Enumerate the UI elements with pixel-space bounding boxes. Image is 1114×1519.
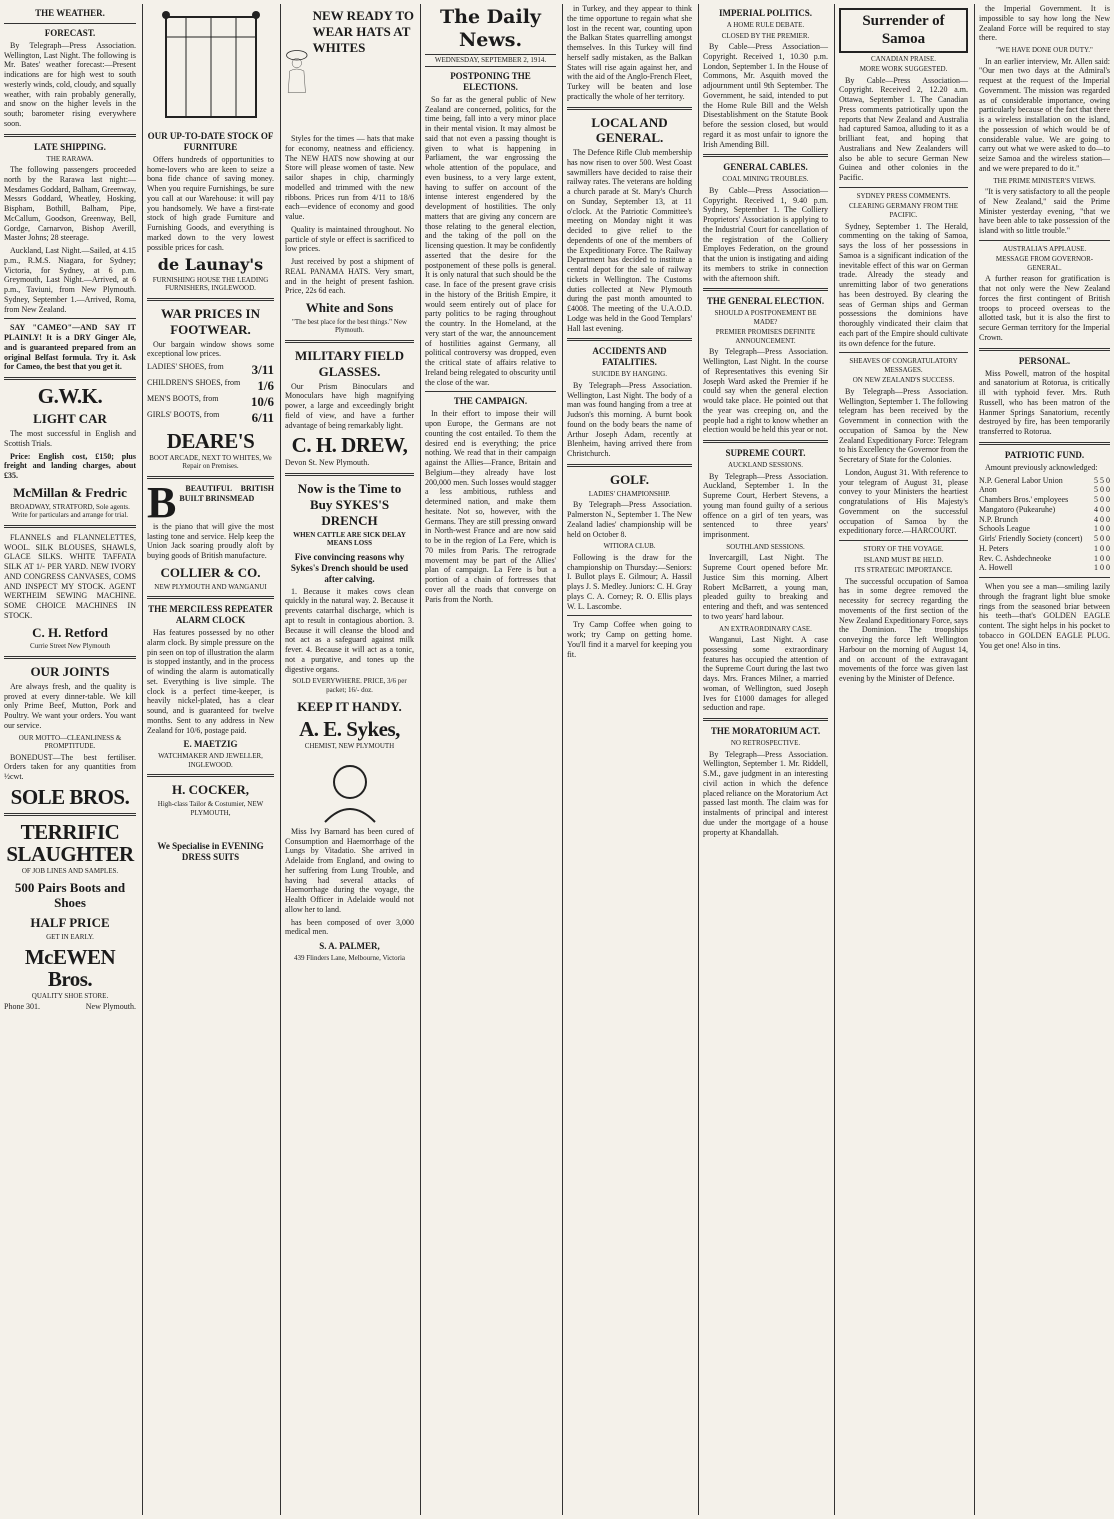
- auckland-heading: AUCKLAND SESSIONS.: [727, 461, 804, 470]
- weather-heading: THE WEATHER.: [35, 8, 105, 18]
- bed-illustration: [156, 7, 266, 127]
- masthead-title: The Daily News.: [440, 6, 541, 52]
- hats-heading: NEW READY TO WEAR HATS AT WHITES: [312, 8, 414, 55]
- general-cables-heading: GENERAL CABLES.: [723, 162, 808, 173]
- delaunay-heading: de Launay's: [157, 255, 264, 275]
- personal-text: Miss Powell, matron of the hospital and sanatorium at Rotorua, is critically ill with typhoid fever. Mrs. Ruth Russell, who has been matron of the Hanmer Springs Sanatorium, recently destroyed by fire, has been temporarily transferred to Rotorua.: [979, 368, 1110, 437]
- local-text: The Defence Rifle Club membership has now risen to over 500. West Coast sawmillers have decided to raise their railway rates. The veterans are holding a church parade at St. Mary's Church on Sunday, September 13, at 11 o'clock. At the Patriotic Committee's meeting on Monday night it was decided to give relief to the dependents of one of the members of the Expeditionary Force. The Railway Department has decided to institute a central depot for the sale of railway tickets in Wellington. The Customs duties collected at New Plymouth during the past month amounted to £4008. The meeting of the U.A.O.D. Lodge was held in the Good Templars' Hall last evening.: [567, 148, 692, 333]
- hats-text: Styles for the times — hats that make for economy, neatness and efficiency. The NEW HATS now showing at our Store will please women of taste. New sailor shapes in chip, charmingly modelled and trimmed with the new ribbons. Prices run from 4/11 to 18/6 each—evidence of economy and good value.: [285, 134, 414, 221]
- price-row: LADIES' SHOES, from 3/11: [147, 362, 274, 378]
- delaunay-subheading: FURNISHING HOUSE THE LEADING FURNISHERS, INGLEWOOD.: [152, 275, 269, 293]
- joints-heading: OUR JOINTS: [30, 663, 110, 679]
- story-text: The successful occupation of Samoa has in some degree removed the necessity for secrecy regarding the movements of the first section of the New Zealand Expeditionary Force, says the Dominion. The troopships conveying the force left Wellington Harbour on the morning of August 14, and on account of the extravagant movements of the force was given last evening by the Minister of Defence.: [839, 576, 968, 684]
- military-heading: MILITARY FIELD GLASSES.: [295, 347, 404, 379]
- fund-row: [979, 563, 1110, 573]
- retford-heading: C. H. Retford: [32, 624, 108, 640]
- flannels-ad: FLANNELS and FLANNELETTES, WOOL. SILK BLOUSES, SHAWLS, GLACE SILKS. WHITE TAFFATA SILK AT 1/- PER YARD. NEW IVORY AND CONGRESS CANVASES, COMS AND INSPECT MY STOCK. AGENT WERTHEIM SEWING MACHINE. SOME CHOICE MACHINES IN STOCK.: [4, 532, 136, 620]
- moratorium-heading: THE MORATORIUM ACT.: [710, 726, 821, 737]
- fund-amount: 5 0 0: [1094, 485, 1110, 495]
- brinsmead-ad: [147, 484, 274, 522]
- ship-name: THE RARAWA.: [46, 154, 94, 163]
- panama-text: Just received by post a shipment of REAL PANAMA HATS. Very smart, and in the height of present fashion. Price, 22s 6d each.: [285, 257, 414, 296]
- collier-heading: COLLIER & CO.: [160, 564, 261, 580]
- deare-heading: DEARE'S: [166, 428, 255, 453]
- fund-amount: 1 0 0: [1094, 543, 1110, 553]
- homerule-heading: A HOME RULE DEBATE.: [726, 20, 805, 29]
- shipping-heading: LATE SHIPPING.: [34, 141, 106, 152]
- cameo-ad: SAY "CAMEO"—AND SAY IT PLAINLY! It is a DRY Ginger Ale, and is guaranteed prepared from an original Belfast formula. Try it. Ask for Cameo, the best that you get it.: [4, 323, 136, 372]
- personal-heading: PERSONAL.: [1018, 355, 1071, 366]
- premier-views-heading: THE PRIME MINISTER'S VIEWS.: [993, 176, 1096, 185]
- masthead-dateline: WEDNESDAY, SEPTEMBER 2, 1914.: [425, 54, 556, 67]
- southland-text: Invercargill, Last Night. The Supreme Court opened before Mr. Justice Sim this morning. Albert Robert McBarrett, a young man, pleaded guilty to breaking and entering and theft, and was sentenced to two years' hard labour.: [703, 553, 828, 621]
- military-text: Our Prism Binoculars and Monoculars have high magnifying power, a large and exceedingly bright field of view, and have a further advantage of being remarkably light.: [285, 381, 414, 430]
- half-price-heading: HALF PRICE: [30, 915, 110, 931]
- mcewen-heading: McEWEN Bros.: [24, 944, 116, 991]
- fund-row: [979, 476, 1110, 486]
- gwk-heading: G.W.K.: [37, 384, 103, 409]
- asykes-subheading: CHEMIST, NEW PLYMOUTH: [304, 742, 395, 751]
- election-text: By Telegraph—Press Association. Wellington, Last Night. In the course of Representatives this evening Sir Joseph Ward asked the Premier if he could say when the general election would take place. He pointed out that the year was creeping on, and the people had a right to know whether an election would be held this year or not.: [703, 347, 828, 435]
- election-heading: THE GENERAL ELECTION.: [706, 296, 825, 307]
- sheaves-heading: SHEAVES OF CONGRATULATORY MESSAGES.: [849, 357, 958, 374]
- premier-subheading: PREMIER PROMISES DEFINITE ANNOUNCEMENT.: [715, 328, 816, 345]
- column-1: [0, 4, 140, 1515]
- merciless-heading: THE MERCILESS REPEATER ALARM CLOCK: [148, 604, 273, 626]
- fund-row: [979, 495, 1110, 505]
- fund-name: Chambers Bros.' employees: [979, 495, 1069, 505]
- war-prices-heading: WAR PRICES IN FOOTWEAR.: [161, 306, 260, 337]
- column-3: [280, 4, 418, 1515]
- campaign-heading: THE CAMPAIGN.: [453, 396, 528, 407]
- column-8: [974, 4, 1114, 1515]
- fund-row: [979, 554, 1110, 564]
- witiora-heading: WITIORA CLUB.: [603, 542, 656, 551]
- palmer-address: 439 Flinders Lane, Melbourne, Victoria: [293, 954, 406, 963]
- fund-name: A. Howell: [979, 563, 1013, 573]
- sykes-price: SOLD EVERYWHERE. PRICE, 3/6 per packet; 16/- doz.: [292, 677, 407, 695]
- weather-text: By Telegraph—Press Association. Wellington, Last Night. The following is Mr. Bates' weather forecast:—Present indications are for high west to south westerly winds, cold, cloudy, and squally weather, with rain probably generally, and snow on the higher levels in the south; barometer rising everywhere soon.: [4, 40, 136, 128]
- australia-text: A further reason for gratification is that not only were the New Zealand forces the first contingent of British troops to proceed overseas to the allotted task, but it is also the first to secure German territory for the Imperial Crown.: [979, 274, 1110, 342]
- piano-text: is the piano that will give the most lasting tone and service. Help keep the Union Jack soaring proudly aloft by buying goods of British manufacture.: [147, 521, 274, 561]
- more-work-heading: MORE WORK SUGGESTED.: [859, 65, 948, 74]
- column-5: [562, 4, 696, 1515]
- hats-ad-top: [285, 4, 414, 134]
- column-2: [142, 4, 278, 1515]
- mcmillan-text: BROADWAY, STRATFORD, Sole agents. Write for particulars and arrange for trial.: [10, 502, 130, 520]
- cocker-heading: H. COCKER,: [172, 782, 249, 798]
- suicide-heading: SUICIDE BY HANGING.: [592, 370, 667, 379]
- coal-heading: COAL MINING TROUBLES.: [722, 175, 809, 184]
- mcmillan-heading: McMillan & Fredric: [13, 484, 127, 500]
- fund-name: N.P. General Labor Union: [979, 475, 1063, 485]
- local-heading: LOCAL AND GENERAL.: [591, 114, 668, 146]
- retford-address: Currie Street New Plymouth: [30, 642, 110, 651]
- whites-heading: White and Sons: [305, 300, 394, 315]
- samoa-heading: Surrender of Samoa: [839, 8, 968, 53]
- arrivals-text: Auckland, Last Night.—Sailed, at 4.15 p.m., R.M.S. Niagara, for Sydney; Victoria, for Sydney, at 6 p.m. Greymouth, Last Night.—Arrived, at 6 p.m., Taviuni, from New Plymouth. Sydney, September 1.—Arrived, Roma, from New Zealand.: [4, 246, 136, 314]
- election-subheading: SHOULD A POSTPONEMENT BE MADE?: [714, 309, 817, 326]
- fund-amount: 4 0 0: [1094, 514, 1110, 524]
- gwk-price: Price: English cost, £150; plus freight and landing charges, about £35.: [4, 451, 136, 481]
- whites-subheading: "The best place for the best things." New Plymouth.: [292, 317, 407, 335]
- keep-handy: KEEP IT HANDY.: [297, 698, 402, 714]
- gwk-subheading: LIGHT CAR: [33, 411, 107, 427]
- southland-heading: SOUTHLAND SESSIONS.: [726, 542, 805, 551]
- extraordinary-heading: AN EXTRAORDINARY CASE.: [719, 624, 812, 633]
- drew-subheading: Devon St. New Plymouth.: [285, 458, 370, 468]
- war-prices-text: Our bargain window shows some exceptional low prices.: [147, 339, 274, 359]
- accidents-heading: ACCIDENTS AND FATALITIES.: [592, 346, 667, 368]
- maetzig-subheading: WATCHMAKER AND JEWELLER, INGLEWOOD.: [158, 752, 263, 769]
- fund-name: Schools League: [979, 524, 1030, 534]
- story-heading: STORY OF THE VOYAGE.: [863, 545, 944, 554]
- gwk-text: The most successful in English and Scottish Trials.: [4, 429, 136, 448]
- fund-amount: 1 0 0: [1094, 563, 1110, 573]
- boots-heading: 500 Pairs Boots and Shoes: [14, 879, 126, 911]
- closed-heading: CLOSED BY THE PREMIER.: [721, 31, 810, 40]
- sydney-text: Sydney, September 1. The Herald, commenting on the taking of Samoa, says the loss of her possessions in Samoa is a significant indication of the inevitable effect of this war on German trade. Already the steady and unremitting labor of two generations has been destroyed. By clearing the seas of German ships and German possessions the dominions have thoroughly vindicated their claim that each part of the Empire should cultivate its own defence for the future.: [839, 221, 968, 348]
- fund-amount: 5 0 0: [1094, 495, 1110, 505]
- drew-heading: C. H. DREW,: [291, 433, 408, 458]
- australia-heading: AUSTRALIA'S APPLAUSE.: [1002, 244, 1087, 253]
- asykes-heading: A. E. Sykes,: [299, 717, 400, 742]
- get-early: GET IN EARLY.: [46, 933, 94, 942]
- portrait-illustration: [315, 754, 385, 824]
- imperial-text: By Cable—Press Association—Copyright. Received 1, 10.30 p.m. London, September 1. In the House of Commons, Mr. Asquith moved the adjournment until 9th September. The Government, he said, intended to put the Home Rule Bill and the Welsh Disestablishment on the Statute Book before the session closed, but would regard it as most unfair to ignore the Irish Amending Bill.: [703, 42, 828, 149]
- supreme-heading: SUPREME COURT.: [725, 448, 806, 459]
- fund-amount: 1 0 0: [1094, 553, 1110, 563]
- fund-row: [979, 485, 1110, 495]
- camp-coffee-text: Try Camp Coffee when going to work; try Camp on getting home. You'll find it a marvel for keeping you fit.: [567, 620, 692, 659]
- patriotic-heading: PATRIOTIC FUND.: [1004, 449, 1085, 460]
- glaxo-text: has been composed of over 3,000 medical men.: [285, 917, 414, 937]
- sykes-reasons: Five convincing reasons why Sykes's Drench should be used after calving.: [290, 551, 409, 584]
- terrific-subheading: OF JOB LINES AND SAMPLES.: [21, 866, 119, 875]
- premier-views-text: "It is very satisfactory to all the people of New Zealand," said the Prime Minister yesterday evening, "that we have been able to take possession of the island with so little trouble.": [979, 187, 1110, 236]
- success-text: By Telegraph—Press Association. Wellington, September 1. The following telegram has been received by the Government in connection with the occupation of Samoa by the New Zealand Expeditionary Force: Telegram to his Excellency the Governor from the Secretary of State for the Colonies.: [839, 386, 968, 465]
- merciless-text: Has features possessed by no other alarm clock. By simple pressure on the pin seen on top of illustration the alarm is stopped instantly, and in the process of winding the alarm is automatically set. Everything is live simple. The clock is a perfect time-keeper, is heavily nickel-plated, has a clear sound, and is guaranteed for twelve months. Sent to any address in New Zealand for 10/6, postage paid.: [147, 628, 274, 735]
- mcewen-subheading: QUALITY SHOE STORE.: [31, 991, 109, 1000]
- column-4: [420, 4, 560, 1515]
- fund-row: [979, 534, 1110, 544]
- done-heading: "WE HAVE DONE OUR DUTY.": [996, 46, 1093, 54]
- fund-name: N.P. Brunch: [979, 514, 1018, 524]
- fund-amount: 5 0 0: [1094, 534, 1110, 544]
- price-row: MEN'S BOOTS, from 10/6: [147, 393, 274, 409]
- fund-name: H. Peters: [979, 543, 1009, 553]
- fund-list: [979, 476, 1110, 574]
- postponing-heading: POSTPONING THE ELECTIONS.: [450, 70, 531, 92]
- lady-with-hat-illustration: [285, 4, 309, 134]
- price-row: GIRLS' BOOTS, from 6/11: [147, 409, 274, 425]
- forecast-heading: FORECAST.: [44, 27, 96, 38]
- witiora-text: Following is the draw for the championship on Thursday:—Seniors: I. Bullot plays E. Gilmour; A. Hassil plays J. S. Medley. Juniors: C. H. Gray plays C. A. Corney; R. O. Ellis plays W. L. Lascombe.: [567, 552, 692, 611]
- motto: OUR MOTTO—CLEANLINESS & PROMPTITUDE.: [18, 733, 122, 751]
- fund-amount: 1 0 0: [1094, 524, 1110, 534]
- dropcap-b: B: [147, 483, 177, 522]
- fund-amount: 4 0 0: [1094, 504, 1110, 514]
- clearing-heading: CLEARING GERMANY FROM THE PACIFIC.: [848, 202, 959, 219]
- column-7: [834, 4, 972, 1515]
- fund-row: [979, 544, 1110, 554]
- brinsmead-text: BEAUTIFUL BRITISH BUILT BRINSMEAD: [179, 483, 274, 503]
- fund-amount: 5 5 0: [1094, 475, 1110, 485]
- done-text: In an earlier interview, Mr. Allen said: "Our men two days at the Admiral's request at the request of the Imperial Government. The mission was regarded as of considerable importance, owing particularly because of the fact that there is a wireless installation on the island, the possession of which would be of considerable value. We are going to carry out what we were asked to do—to seize Samoa and the wireless station—and we were prepared to do it.": [979, 56, 1110, 173]
- moratorium-subheading: NO RETROSPECTIVE.: [730, 739, 801, 748]
- palmer-heading: S. A. PALMER,: [319, 941, 380, 952]
- suicide-text: By Telegraph—Press Association. Wellington, Last Night. The body of a man was found hanging from a tree at Judson's this morning. A burnt book found on the body bears the name of Arthur Joseph Adam, recently at Blenheim, having arrived there from Christchurch.: [567, 380, 692, 459]
- maetzig-heading: E. MAETZIG: [183, 739, 238, 750]
- governor-heading: MESSAGE FROM GOVERNOR-GENERAL.: [995, 255, 1094, 272]
- sydney-heading: SYDNEY PRESS COMMENTS.: [856, 191, 951, 200]
- sykes-heading: Now is the Time to Buy SYKES'S DRENCH: [297, 481, 402, 528]
- postponing-text: So far as the general public of New Zealand are concerned, politics, for the time being, fall into a very minor place in their mental vision. It may almost be said that not even a passing thought is given to what is happening in Parliament, the war engrossing the whole attention of the populace, and even business, to a very large extent, having to suffer on account of the intense interest engendered by the development of hostilities. The only matters that are giving any concern are those relating to the general election, and the taking of the poll on the licensing question. It may be confidently asserted that the desire for the postponement of these polls is general. It is only natural that such should be the case. In face of the present grave crisis in the history of the British Empire, it would seem entirely out of place for party politics to be raging throughout the country. In the Homeland, at the very start of the war, the announcement of hostilities against Germany, all political controversy was dropped, even the critical state of affairs relative to Ireland being relegated to obscurity until the close of the war.: [425, 94, 556, 387]
- golden-eagle-text: When you see a man—smiling lazily through the fragrant light blue smoke rings from the seasoned briar between his teeth—that's GOLDEN EAGLE content. The sight helps in his pocket to tobacco in GOLDEN EAGLE PLUG. You get one! Also in tins.: [979, 582, 1110, 650]
- bonedust-text: BONEDUST—The best fertiliser. Orders taken for any quantities from ½cwt.: [4, 752, 136, 782]
- phone-place: New Plymouth.: [85, 1002, 136, 1012]
- strategic-heading: ITS STRATEGIC IMPORTANCE.: [854, 566, 953, 575]
- barnard-text: Miss Ivy Barnard has been cured of Consumption and Haemorrhage of the Lungs by Vitadatio. She arrived in Adelaide from England, and owing to her suffering from Lung Trouble, and having had several attacks of Haemorrhage during the voyage, the Health Officer in Adelaide would not allow her to land.: [285, 826, 414, 914]
- cocker-subheading: High-class Tailor & Costumier, NEW PLYMOUTH,: [157, 800, 264, 817]
- fund-row: [979, 524, 1110, 534]
- top-text: the Imperial Government. It is impossible to say how long the New Zealand Force will be required to stay there.: [979, 4, 1110, 43]
- extraordinary-text: Wanganui, Last Night. A case possessing some extraordinary features has occupied the attention of the Supreme Court during the last two days. Mrs. Frances Milner, a married woman, of Wellington, sued Joseph Ives for £1000 damages for alleged seduction and rape.: [703, 635, 828, 713]
- fund-name: Girls' Friendly Society (concert): [979, 534, 1083, 544]
- phone-number: Phone 301.: [4, 1002, 40, 1012]
- auckland-text: By Telegraph—Press Association. Auckland, September 1. In the Supreme Court, Herbert Stevens, a young man found guilty of a serious offence on a girl of ten years, was sentenced to three years' imprisonment.: [703, 471, 828, 540]
- shipping-text: The following passengers proceeded north by the Rarawa last night:—Mesdames Goddard, Balham, Greenway, Messrs Goddard, Wheatley, Hosking, Bispham, Bothill, Balham, Pipe, McCallum, Goodson, Greenway, Bell, Gordge, Carnarvon, Bishop Averill, Master Johns; 28 steerage.: [4, 165, 136, 243]
- balkans-text: in Turkey, and they appear to think the time opportune to regain what she lost in the recent war, counting upon the Balkan States quarrelling amongst themselves. In this Turkey will find herself sadly mistaken, as the Balkan States will rise again against her, and with the aid of the Anglo-French Fleet, Turkey will be beaten and lose practically the whole of her territory.: [567, 4, 692, 101]
- fund-row: [979, 505, 1110, 515]
- column-6: [698, 4, 832, 1515]
- imperial-heading: IMPERIAL POLITICS.: [718, 8, 813, 18]
- upto-heading: OUR UP-TO-DATE STOCK OF FURNITURE: [147, 131, 274, 152]
- sole-heading: SOLE BROS.: [10, 784, 130, 809]
- fund-name: Mangatoro (Pukearuhe): [979, 504, 1056, 514]
- moratorium-text: By Telegraph—Press Association. Wellington, September 1. Mr. Riddell, S.M., gave judgment in an interesting civil action in which the defence placed reliance on the Moratorium Act passed last month. The claim was for instalments of principal and interest due under the mortgage of a house property at Khandallah.: [703, 749, 828, 837]
- evening-dress-text: We Specialise in EVENING DRESS SUITS: [157, 841, 264, 863]
- golf-subheading: LADIES' CHAMPIONSHIP.: [588, 489, 671, 498]
- success-heading: ON NEW ZEALAND'S SUCCESS.: [852, 376, 955, 385]
- fund-name: Anon: [979, 485, 997, 495]
- fiji-text: London, August 31. With reference to your telegram of August 31, please convey to your Ministers the heartiest congratulations of His Majesty's Government on the successful occupation of Samoa by the expeditionary force.—HARCOURT.: [839, 467, 968, 536]
- coal-text: By Cable—Press Association—Copyright. Received 1, 9.40 p.m. Sydney, September 1. The Colliery Proprietors' Association is applying to the Industrial Court for cancellation of the registration of the Colliery Employes Federation, on the ground that the union is instigating and aiding its members to strike in connection with the afternoon shift.: [703, 185, 828, 283]
- collier-subheading: NEW PLYMOUTH AND WANGANUI: [154, 582, 267, 591]
- joints-text: Are always fresh, and the quality is proved at every dinner-table. We kill only Prime Beef, Mutton, Pork and Poultry. We want your orders. You want our service.: [4, 681, 136, 730]
- patriotic-intro: Amount previously acknowledged:: [985, 462, 1098, 472]
- fund-name: Rev. C. Ashdechneoke: [979, 553, 1052, 563]
- golf-text: By Telegraph—Press Association. Palmerston N., September 1. The New Zealand ladies' championship will be held on October 8.: [567, 500, 692, 539]
- fund-row: [979, 515, 1110, 525]
- upto-text: Offers hundreds of opportunities to home-lovers who are keen to seize a bona fide chance of saving money. When you require Furnishings, be sure you call at our Warehouse: it will pay you handsomely. We have a first-rate stock of high grade Furniture and Furnishing Goods, and everything is marked down to the very lowest possible prices for cash.: [147, 154, 274, 252]
- price-row: CHILDREN'S SHOES, from 1/6: [147, 378, 274, 394]
- price-list: [147, 362, 274, 425]
- terrific-heading: TERRIFIC SLAUGHTER: [6, 819, 134, 866]
- sykes-list: 1. Because it makes cows clean quickly in the natural way. 2. Because it prevents catarrhal discharge, which is apt to result in contagious abortion. 3. Because it will cleanse the blood and not act as a safeguard against milk fever. 4. Because it will act as a tonic, not a purgative, and tones up the digestive organs.: [285, 586, 414, 674]
- island-heading: ISLAND MUST BE HELD.: [863, 555, 944, 564]
- deare-subheading: BOOT ARCADE, NEXT TO WHITES, We Repair on Premises.: [149, 453, 272, 471]
- sykes-subheading: WHEN CATTLE ARE SICK DELAY MEANS LOSS: [293, 530, 406, 548]
- quality-text: Quality is maintained throughout. No particle of style or effect is sacrificed to low prices.: [285, 224, 414, 254]
- campaign-text: In their effort to impose their will upon Europe, the Germans are not counting the cost entailed. To them the desired end is everything; the price nothing. We read that in their campaign against the Allies—France, Britain and Belgium—they already have lost 200,000 men. Such losses would stagger a less ambitious, ruthless and determined nation, and make them hesitate. Not so, however, with the Germans. They are still pressing onward in North-west France and are now said to be in the region of La Fere, which is 70 miles from Paris. The retrograde movement may be part of the Allies' plan of campaign. La Fere is but a portion of a chain of fortresses that cover all the roads that converge on Paris from the North.: [425, 409, 556, 604]
- canadian-heading: CANADIAN PRAISE.: [871, 54, 936, 63]
- canadian-text: By Cable—Press Association—Copyright. Received 2, 12.20 a.m. Ottawa, September 1. The Canadian Press comments patriotically upon the reports that New Zealand and Australia had captured Samoa, alluding to it as a brilliant feat, and hoping that Australians and New Zealanders will also be able to secure German New Guinea and other colonies in the Pacific.: [839, 75, 968, 183]
- golf-heading: GOLF.: [610, 471, 649, 487]
